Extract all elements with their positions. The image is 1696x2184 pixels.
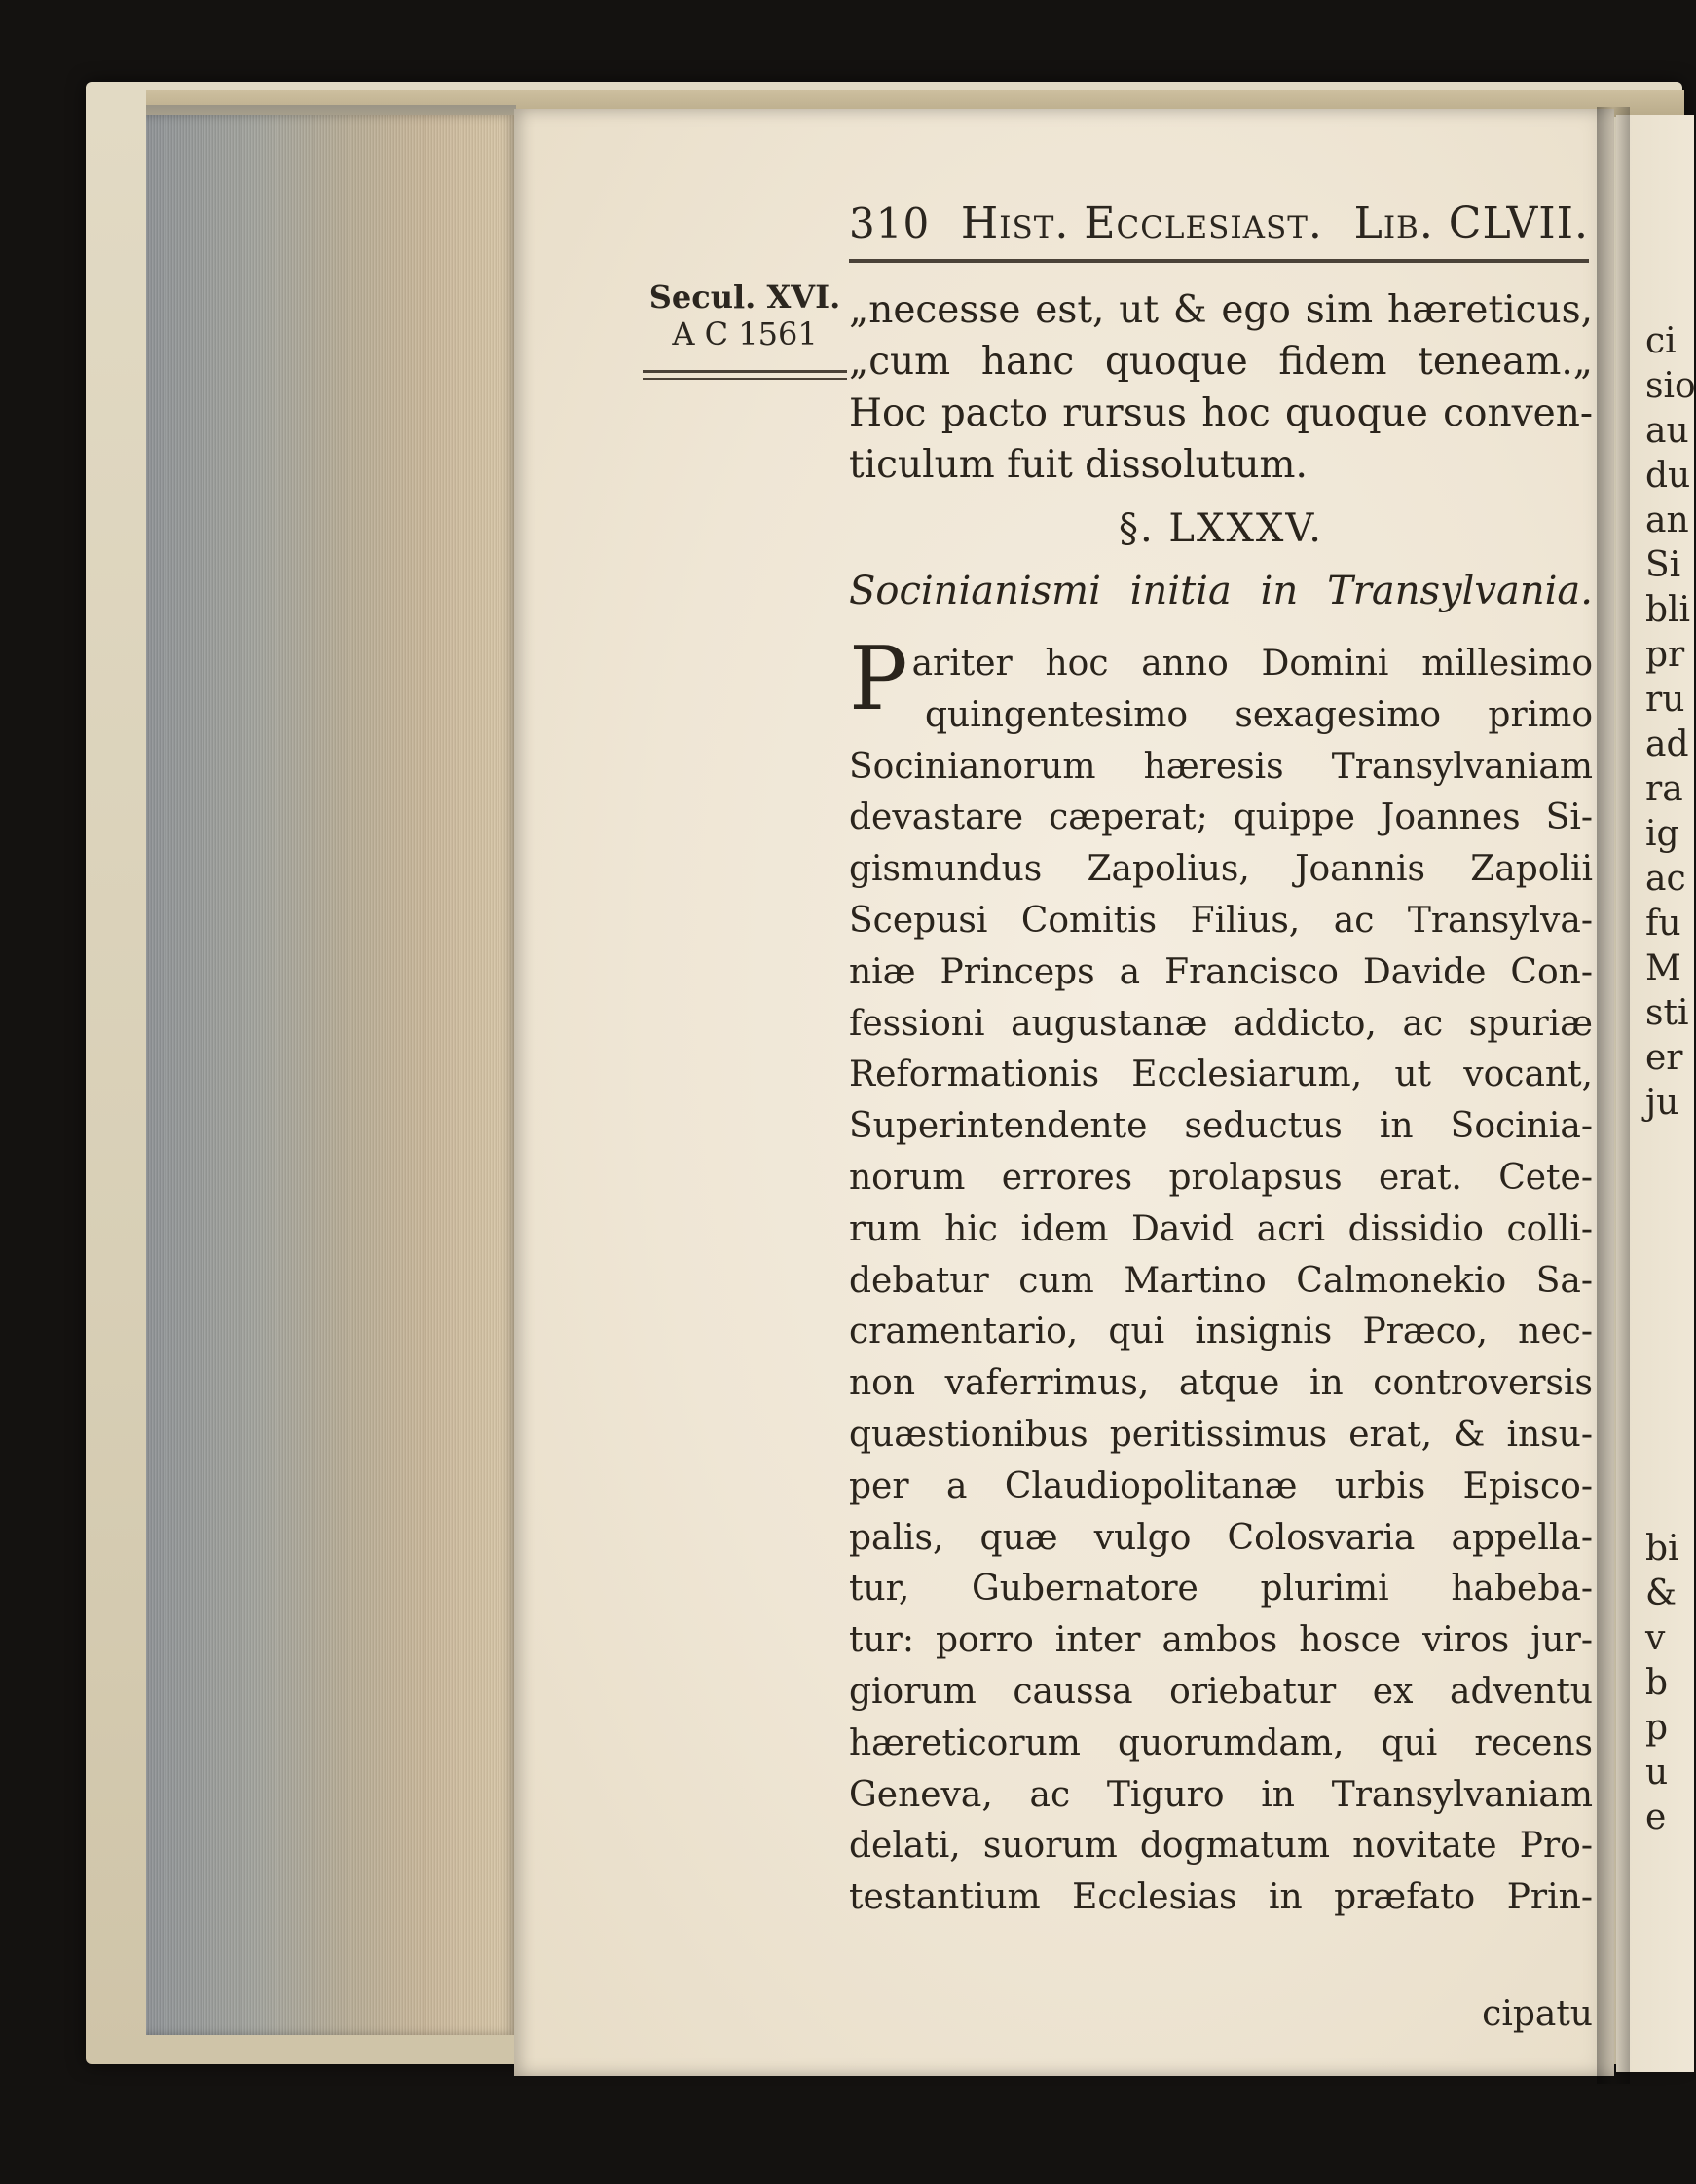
facing-page-fragment: b: [1645, 1663, 1669, 1703]
opening-text: [849, 284, 1593, 491]
text-line: Socinianorum hæresis Transylvaniam: [849, 746, 1593, 787]
page-block-edges: [146, 115, 516, 2035]
book-number: Lib. CLVII.: [1353, 199, 1589, 248]
text-line: hæreticorum quorumdam, qui recens: [849, 1722, 1593, 1763]
header-rule: [849, 259, 1589, 263]
facing-page-fragment: ju: [1645, 1083, 1679, 1123]
facing-page-fragment: fu: [1645, 904, 1681, 944]
text-line: palis, quæ vulgo Colosvaria appella-: [849, 1517, 1593, 1558]
text-line: devastare cæperat; quippe Joannes Si-: [849, 797, 1593, 838]
facing-page-fragment: ad: [1645, 724, 1689, 764]
margin-note: [643, 278, 847, 352]
text-line: gismundus Zapolius, Joannis Zapolii: [849, 849, 1593, 890]
facing-page-fragment: ig: [1645, 814, 1679, 854]
text-line: quæstionibus peritissimus erat, & insu-: [849, 1414, 1593, 1455]
facing-page-fragment: sio: [1645, 366, 1696, 406]
facing-page-fragment: sti: [1645, 993, 1689, 1033]
margin-rule-second: [643, 378, 847, 380]
facing-page-fragment: er: [1645, 1038, 1683, 1078]
facing-page-fragment: pr: [1645, 635, 1685, 675]
facing-page-fragment: ci: [1645, 321, 1677, 361]
text-line: delati, suorum dogmatum novitate Pro-: [849, 1826, 1593, 1867]
running-header: [849, 199, 1589, 257]
facing-page-fragment: u: [1645, 1753, 1669, 1793]
facing-page-fragment: v: [1645, 1618, 1666, 1658]
text-line: cramentario, qui insignis Præco, nec-: [849, 1312, 1593, 1352]
section-number: §. LXXXV.: [1118, 506, 1324, 551]
facing-page-fragment: p: [1645, 1708, 1669, 1748]
text-line: testantium Ecclesias in præfato Prin-: [849, 1877, 1593, 1918]
text-line: Reformationis Ecclesiarum, ut vocant,: [849, 1055, 1593, 1095]
book-gutter: [1597, 107, 1630, 2084]
facing-page-fragment: bli: [1645, 590, 1691, 630]
text-line: per a Claudiopolitanæ urbis Episco-: [849, 1465, 1593, 1506]
text-line: tur, Gubernatore plurimi habeba-: [849, 1569, 1593, 1610]
facing-page-fragment: ac: [1645, 859, 1686, 899]
margin-rule: [643, 370, 847, 373]
text-line: tur: porro inter ambos hosce viros jur-: [849, 1620, 1593, 1661]
text-line: niæ Princeps a Francisco Davide Con-: [849, 951, 1593, 992]
text-line: norum errores prolapsus erat. Cete-: [849, 1157, 1593, 1198]
text-line: „necesse est, ut & ego sim hæreticus,: [849, 288, 1593, 332]
text-line: non vaferrimus, atque in controversis: [849, 1363, 1593, 1404]
text-line: Hoc pacto rursus hoc quoque conven-: [849, 391, 1593, 435]
facing-page-fragment: au: [1645, 411, 1689, 451]
text-line: ticulum fuit dissolutum.: [849, 443, 1308, 487]
facing-page-fragment: bi: [1645, 1529, 1679, 1569]
text-line: rum hic idem David acri dissidio colli-: [849, 1208, 1593, 1249]
text-line: fessioni augustanæ addicto, ac spuriæ: [849, 1003, 1593, 1044]
text-line: quingentesimo sexagesimo primo: [925, 694, 1593, 735]
catchword: cipatu: [1482, 1994, 1593, 2034]
facing-page-fragment: ru: [1645, 680, 1685, 720]
text-line: „cum hanc quoque fidem teneam.„: [849, 340, 1593, 384]
section-title: Socinianismi initia in Transylvania.: [849, 569, 1593, 613]
facing-page-fragment: M: [1645, 948, 1681, 988]
page-number: 310: [849, 200, 931, 247]
facing-page-fragment: ra: [1645, 769, 1683, 809]
margin-note-century: Secul. XVI.: [648, 278, 841, 315]
running-title: Hist. Ecclesiast.: [960, 199, 1323, 248]
facing-page-fragment: Si: [1645, 545, 1681, 585]
drop-cap: P: [849, 628, 908, 730]
margin-note-year: A C 1561: [672, 315, 818, 352]
text-line: giorum caussa oriebatur ex adventu: [849, 1671, 1593, 1712]
text-line: Superintendente seductus in Socinia-: [849, 1106, 1593, 1147]
facing-page-fragment: e: [1645, 1797, 1667, 1837]
main-paragraph: [849, 628, 1593, 1924]
text-line: Geneva, ac Tiguro in Transylvaniam: [849, 1774, 1593, 1815]
text-line: ariter hoc anno Domini millesimo: [911, 644, 1593, 684]
facing-page-fragment: du: [1645, 456, 1691, 496]
facing-page-fragment: &: [1645, 1573, 1678, 1613]
text-line: debatur cum Martino Calmonekio Sa-: [849, 1260, 1593, 1301]
text-line: Scepusi Comitis Filius, ac Transylva-: [849, 900, 1593, 941]
facing-page-fragment: an: [1645, 500, 1689, 540]
